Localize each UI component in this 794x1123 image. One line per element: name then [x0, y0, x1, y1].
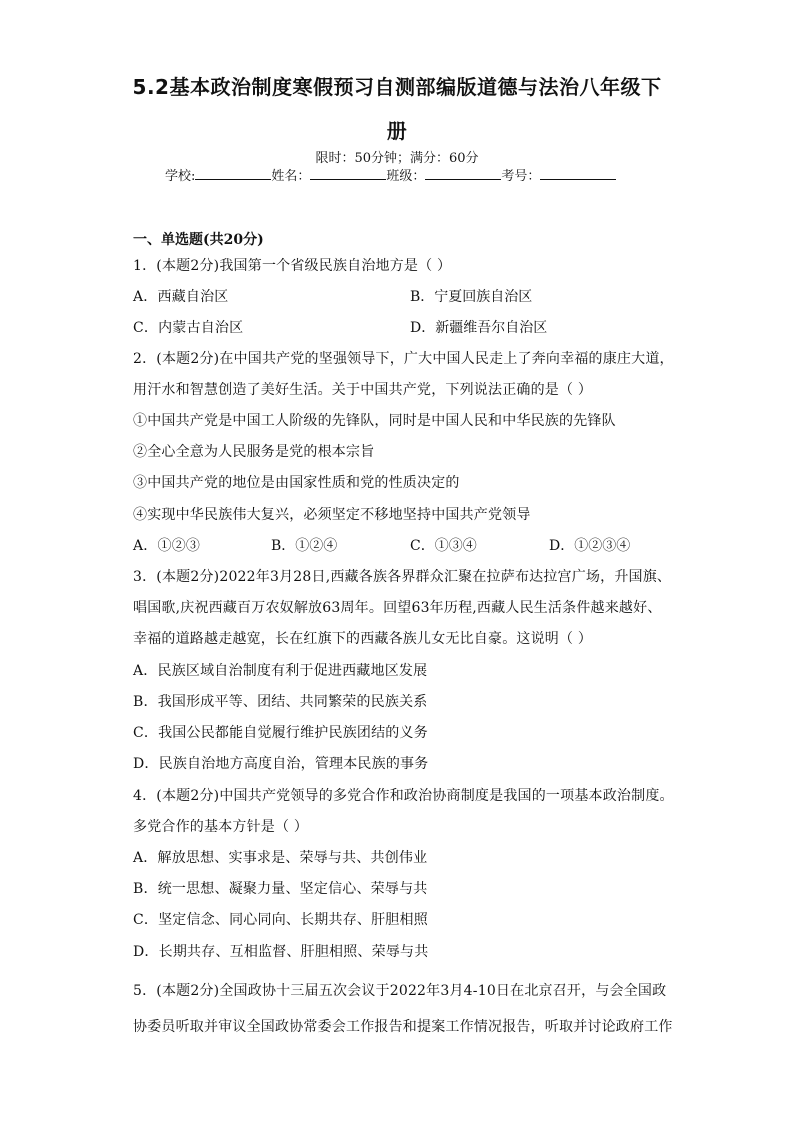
page-title: 5.2基本政治制度寒假预习自测部编版道德与法治八年级下 — [132, 75, 662, 99]
option-a[interactable]: A．西藏自治区 — [133, 289, 229, 305]
option-d[interactable]: D．①②③④ — [549, 538, 631, 554]
option-b[interactable]: B．①②④ — [271, 538, 338, 554]
question-stem-continued: 幸福的道路越走越宽，长在红旗下的西藏各族儿女无比自豪。这说明（ ） — [133, 631, 593, 647]
option-b[interactable]: B．宁夏回族自治区 — [410, 289, 533, 305]
question-stem: 4．(本题2分)中国共产党领导的多党合作和政治协商制度是我国的一项基本政治制度。 — [133, 788, 674, 804]
question-stem: 1．(本题2分)我国第一个省级民族自治地方是（ ） — [133, 258, 452, 274]
question-stem: 2．(本题2分)在中国共产党的坚强领导下，广大中国人民走上了奔向幸福的康庄大道， — [133, 351, 674, 367]
question-stem: 5．(本题2分)全国政协十三届五次会议于2022年3月4-10日在北京召开，与会全国政 — [133, 983, 667, 999]
question-stem-continued: 协委员听取并审议全国政协常委会工作报告和提案工作情况报告，听取并讨论政府工作 — [133, 1019, 673, 1035]
option-a[interactable]: A．解放思想、实事求是、荣辱与共、共创伟业 — [133, 850, 428, 866]
section-title: 一、单选题(共20分) — [133, 232, 264, 248]
option-c[interactable]: C．坚定信念、同心同向、长期共存、肝胆相照 — [133, 912, 428, 928]
school-blank[interactable] — [195, 167, 271, 180]
page-title-continued: 册 — [386, 119, 408, 143]
option-b[interactable]: B．我国形成平等、团结、共同繁荣的民族关系 — [133, 694, 428, 710]
student-info-row — [165, 165, 616, 184]
option-d[interactable]: D．新疆维吾尔自治区 — [410, 320, 548, 336]
option-c[interactable]: C．①③④ — [410, 538, 477, 554]
question-stem: 3．(本题2分)2022年3月28日,西藏各族各界群众汇聚在拉萨布达拉宫广场，升国旗、 — [133, 569, 672, 585]
statement-4: ④实现中华民族伟大复兴，必须坚定不移地坚持中国共产党领导 — [133, 507, 531, 523]
option-d[interactable]: D．民族自治地方高度自治，管理本民族的事务 — [133, 756, 429, 772]
question-stem-continued: 多党合作的基本方针是（ ） — [133, 819, 309, 835]
exam-number-label: 考号： — [501, 169, 541, 184]
statement-2: ②全心全意为人民服务是党的根本宗旨 — [133, 444, 375, 460]
option-a[interactable]: A．①②③ — [133, 538, 201, 554]
option-a[interactable]: A．民族区域自治制度有利于促进西藏地区发展 — [133, 663, 428, 679]
name-label: 姓名： — [271, 169, 311, 184]
statement-3: ③中国共产党的地位是由国家性质和党的性质决定的 — [133, 475, 460, 491]
name-blank[interactable] — [310, 167, 386, 180]
exam-meta: 限时：50分钟；满分：60分 — [315, 151, 479, 166]
school-label: 学校: — [165, 169, 196, 184]
exam-number-blank[interactable] — [540, 167, 616, 180]
option-c[interactable]: C．我国公民都能自觉履行维护民族团结的义务 — [133, 725, 428, 741]
class-blank[interactable] — [425, 167, 501, 180]
option-d[interactable]: D．长期共存、互相监督、肝胆相照、荣辱与共 — [133, 944, 429, 960]
option-c[interactable]: C．内蒙古自治区 — [133, 320, 244, 336]
question-stem-continued: 唱国歌,庆祝西藏百万农奴解放63周年。回望63年历程,西藏人民生活条件越来越好、 — [133, 600, 662, 616]
class-label: 班级： — [386, 169, 426, 184]
question-stem-continued: 用汗水和智慧创造了美好生活。关于中国共产党，下列说法正确的是（ ） — [133, 382, 593, 398]
option-b[interactable]: B．统一思想、凝聚力量、坚定信心、荣辱与共 — [133, 881, 428, 897]
statement-1: ①中国共产党是中国工人阶级的先锋队，同时是中国人民和中华民族的先锋队 — [133, 413, 616, 429]
